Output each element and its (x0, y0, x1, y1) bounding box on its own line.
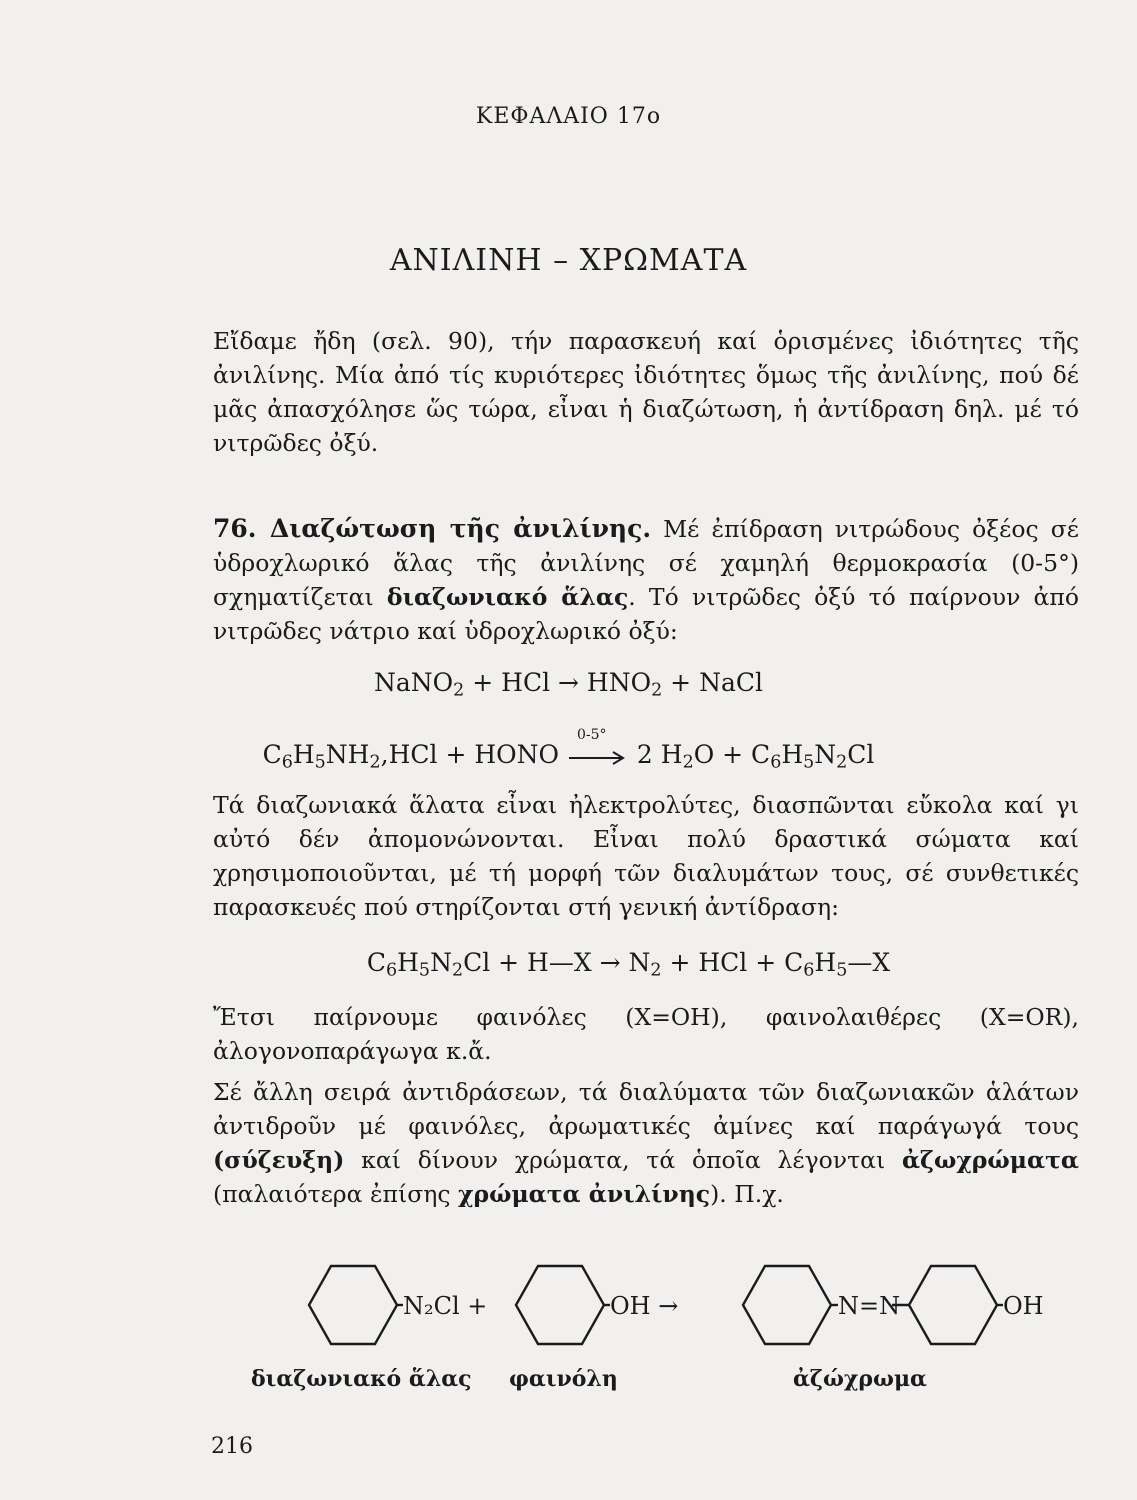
benzene-ring-2 (516, 1266, 604, 1344)
equation-general-reaction: $C_6H_5N_2Cl$ + H—X → $N_2$ + HCl + $C_6H_5—X$ (366, 948, 891, 981)
label-diazonium-salt: διαζωνιακό ἅλας (251, 1366, 472, 1392)
azo-link: N=N (838, 1292, 901, 1320)
oh-group-product: OH (1003, 1292, 1044, 1320)
oh-group-reactant: OH → (610, 1292, 679, 1320)
equation-nitrous-acid: NaNO$_2$ + HCl → $HNO_2$ + NaCl (374, 668, 763, 701)
label-phenol: φαινόλη (509, 1366, 618, 1392)
benzene-ring-3 (743, 1266, 831, 1344)
section-76-paragraph (213, 512, 1079, 648)
azo-dyes-paragraph: Σέ ἄλλη σειρά ἀντιδράσεων, τά διαλύματα τῶν διαζωνιακῶν ἁλάτων ἀντιδροῦν μέ φαινόλες, ἀρωματικές ἀμίνες καί παράγωγά τους (σύζευξη) καί δίνουν χρώματα, τά ὁποῖα λέγονται ἀζωχρώματα (παλαιότερα ἐπίσης χρώματα ἀνιλίνης). Π.χ. (213, 1078, 1079, 1208)
section-text-b: . Τό νιτρῶδες ὀξύ τό παίρνουν ἀπό νιτρῶδες νάτριο καί ὑδροχλωρικό ὀξύ: (213, 583, 1080, 645)
coupling-term: (σύζευξη) (213, 1146, 345, 1174)
page-title: ΑΝΙΛΙΝΗ – ΧΡΩΜΑΤΑ (389, 243, 748, 278)
n2cl-group: N₂Cl + (403, 1292, 488, 1320)
reaction-arrow (567, 726, 629, 769)
section-text-a: Μέ ἐπίδραση νιτρώδους ὀξέος σέ ὑδροχλωρικό ἅλας τῆς ἀνιλίνης σέ χαμηλή θερμοκρασία (0-5°) σχηματίζεται (213, 515, 1079, 611)
label-azo-dye: ἀζώχρωμα (793, 1366, 927, 1392)
page-number: 216 (211, 1434, 253, 1459)
products-paragraph: Ἔτσι παίρνουμε φαινόλες (X=OH), φαινολαιθέρες (X=OR), ἀλογονοπαράγωγα κ.ἄ. (213, 1003, 1079, 1065)
aniline-dyes-term: χρώματα ἀνιλίνης (457, 1180, 711, 1208)
chapter-header: ΚΕΦΑΛΑΙΟ 17ο (475, 104, 662, 129)
intro-paragraph: Εἴδαμε ἤδη (σελ. 90), τήν παρασκευή καί ὁρισμένες ἰδιότητες τῆς ἀνιλίνης. Μία ἀπό τίς κυριότερες ἰδιότητες ὅμως τῆς ἀνιλίνης, πού δέ μᾶς ἀπασχόλησε ὥς τώρα, εἶναι ἡ διαζώτωση, ἡ ἀντίδραση δηλ. μέ τό νιτρῶδες ὀξύ. (213, 327, 1079, 457)
equation-diazotization: $C_6H_5NH_2,HCl$ + HONO 0-5° 2 $H_2O + C_6H_5N_2Cl$ (262, 726, 875, 773)
reaction-condition: 0-5° (576, 726, 607, 743)
benzene-ring-4 (909, 1266, 997, 1344)
benzene-ring-1 (309, 1266, 397, 1344)
arrow-icon (567, 745, 629, 769)
diazonium-term: διαζωνιακό ἅλας (386, 583, 629, 611)
diazonium-properties-paragraph: Τά διαζωνιακά ἅλατα εἶναι ἠλεκτρολύτες, διασπῶνται εὔκολα καί γι αὐτό δέν ἀπομονώνονται. Εἶναι πολύ δραστικά σώματα καί χρησιμοποιοῦνται, μέ τή μορφή τῶν διαλυμάτων τους, σέ συνθετικές παρασκευές πού στηρίζονται στή γενική ἀντίδραση: (213, 791, 1079, 921)
azo-dyes-term: ἀζωχρώματα (901, 1146, 1079, 1174)
section-heading: 76. Διαζώτωση τῆς ἀνιλίνης. (213, 514, 652, 543)
